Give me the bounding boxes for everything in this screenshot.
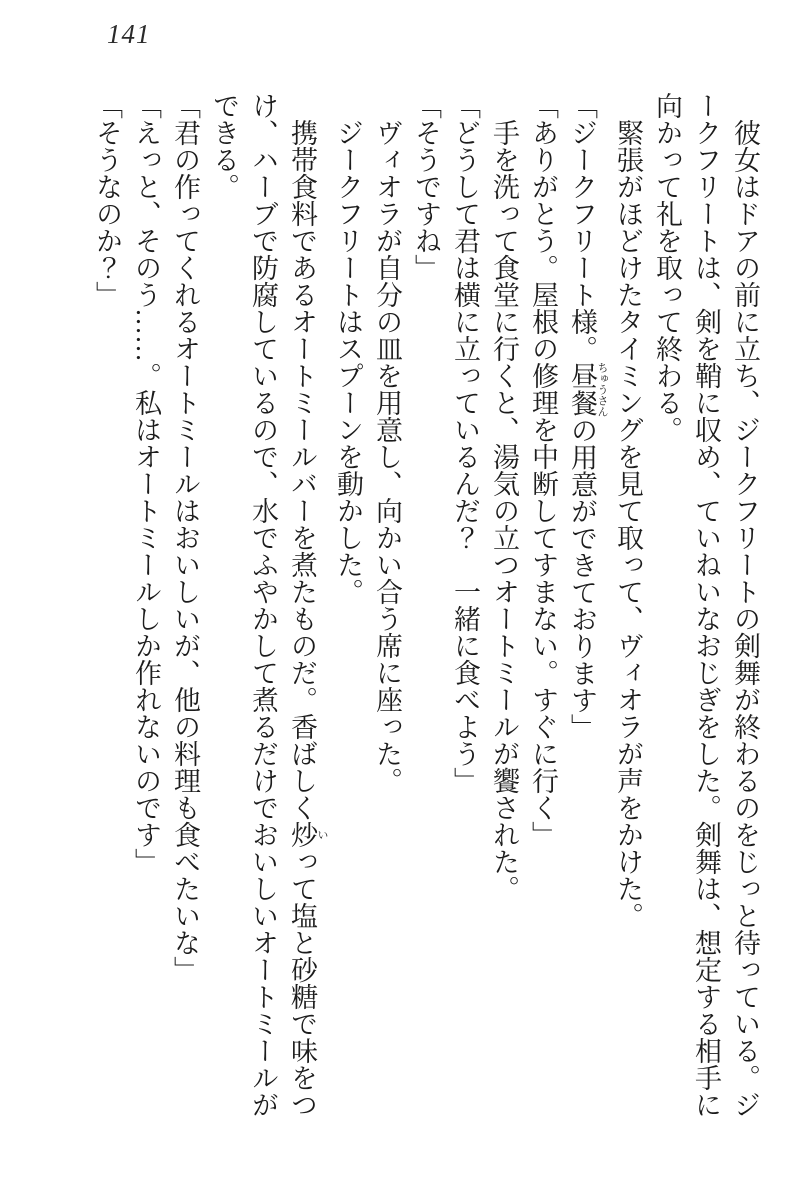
vertical-text-block (52, 92, 764, 1118)
paragraph: 「ジークフリート様。昼餐 ちゅうさんの用意ができております」 (567, 92, 608, 741)
paragraph: 「君の作ってくれるオートミールはおいしいが、他の料理も食べたいな」 (170, 92, 200, 983)
page-number: 141 (107, 19, 151, 49)
paragraph: 「そうですね」 (411, 92, 441, 281)
furigana-text: い (316, 821, 328, 848)
paragraph: ジークフリートはスプーンを動かした。 (333, 119, 363, 605)
furigana-text: ちゅうさん (596, 361, 608, 417)
paragraph: 手を洗って食堂に行くと、湯気の立つオートミールが饗された。 (489, 119, 519, 902)
paragraph: 「どうして君は横に立っているんだ？ 一緒に食べよう」 (450, 92, 480, 794)
paragraph: 彼女はドアの前に立ち、ジークフリートの剣舞が終わるのをじっと待っている。ジークフリートは、剣を鞘に収め、ていねいなおじぎをした。剣舞は、想定する相手に向かって礼を取って終わる。 (652, 92, 760, 1118)
paragraph: 「えっと、そのう……。私はオートミールしか作れないのです」 (131, 92, 161, 875)
paragraph: 「ありがとう。屋根の修理を中断してすまない。すぐに行く」 (528, 92, 558, 848)
paragraph: 携帯食料であるオートミールバーを煮たものだ。香ばしく炒 いって塩と砂糖で味をつけ、ハーブで防腐しているので、水でふやかして煮るだけでおいしいオートミールができる。 (209, 92, 328, 1118)
paragraph: 「そうなのか？」 (92, 92, 122, 308)
paragraph: 緊張がほどけたタイミングを見て取って、ヴィオラが声をかけた。 (613, 119, 643, 929)
furigana-ruby: 炒 い (287, 821, 328, 848)
furigana-ruby: 昼餐 ちゅうさん (567, 361, 608, 417)
paragraph: ヴィオラが自分の皿を用意し、向かい合う席に座った。 (372, 119, 402, 794)
